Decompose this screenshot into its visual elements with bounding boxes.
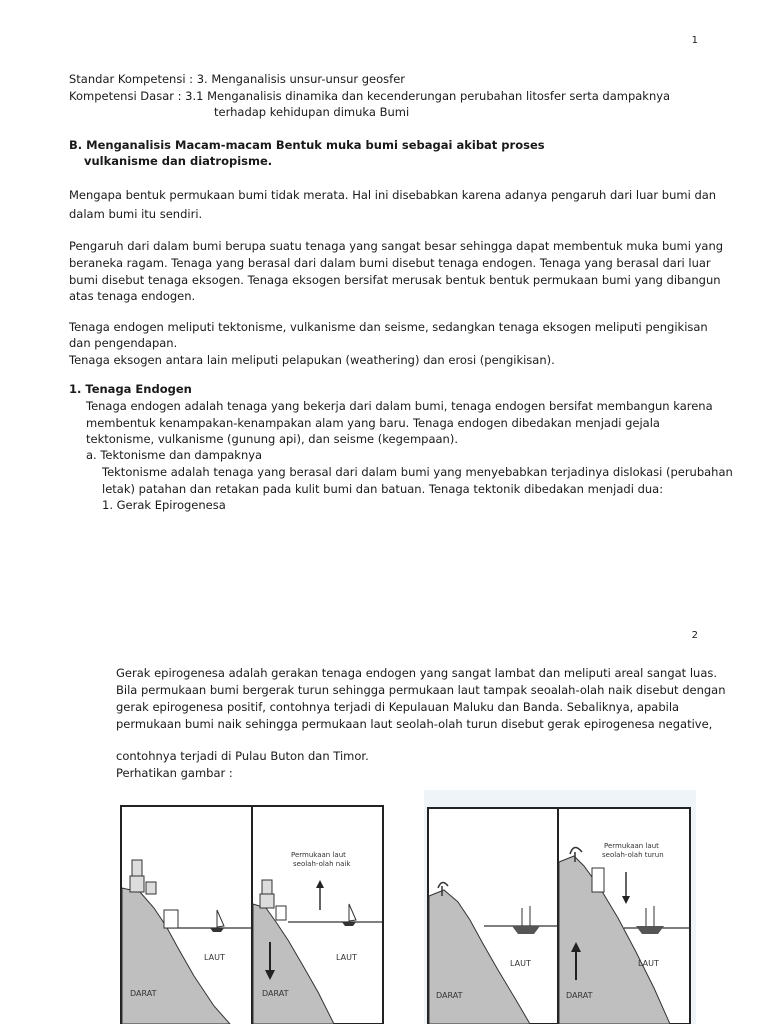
figure-left-darat-2: DARAT <box>262 989 289 998</box>
figure-right-laut-1: LAUT <box>510 959 531 968</box>
kompetensi-dasar-cont: terhadap kehidupan dimuka Bumi <box>214 105 410 119</box>
perhatikan-gambar: Perhatikan gambar : <box>116 766 233 780</box>
section-title-cont: vulkanisme dan diatropisme. <box>84 154 273 168</box>
tektonisme-text: Tektonisme adalah tenaga yang berasal dari dalam bumi yang menyebabkan terjadinya dislokasi (perubahan <box>102 465 733 479</box>
kompetensi-dasar: Kompetensi Dasar : 3.1 Menganalisis dinamika dan kecenderungan perubahan litosfer serta dampaknya <box>69 89 671 103</box>
standar-kompetensi: Standar Kompetensi : 3. Menganalisis unsur-unsur geosfer <box>69 72 406 86</box>
epirogenesa-text: Gerak epirogenesa adalah gerakan tenaga endogen yang sangat lambat dan meliputi areal sangat luas. <box>116 666 718 680</box>
tektonisme-text-l2: letak) patahan dan retakan pada kulit bumi dan batuan. Tenaga tektonik dibedakan menjadi dua: <box>102 482 664 496</box>
figure-right-caption-1: Permukaan laut <box>604 842 659 850</box>
paragraph-2-l4: atas tenaga endogen. <box>69 289 196 303</box>
epirogenesa-text-l4: permukaan bumi naik sehingga permukaan laut seolah-olah turun disebut gerak epirogenesa negative, <box>116 717 713 731</box>
figure-left-caption-1: Permukaan laut <box>291 851 346 859</box>
figure-epirogenesa-positif <box>118 800 386 1024</box>
figure-right-illustration <box>424 790 696 1024</box>
endogen-text-l3: tektonisme, vulkanisme (gunung api), dan seisme (kegempaan). <box>86 432 458 446</box>
epirogenesa-text-l5: contohnya terjadi di Pulau Buton dan Timor. <box>116 749 369 763</box>
figure-left-caption-2: seolah-olah naik <box>293 860 351 868</box>
page-number: 1 <box>691 35 698 46</box>
paragraph-1: Mengapa bentuk permukaan bumi tidak merata. Hal ini disebabkan karena adanya pengaruh dari luar bumi dan <box>69 188 717 202</box>
page-number-2: 2 <box>691 630 698 641</box>
list-item-epirogenesa: 1. Gerak Epirogenesa <box>102 498 226 512</box>
paragraph-2-l3: bumi disebut tenaga eksogen. Tenaga eksogen bersifat merusak bentuk bentuk permukaan bumi yang dibangun <box>69 273 721 287</box>
paragraph-1-cont: dalam bumi itu sendiri. <box>69 207 203 221</box>
epirogenesa-text-l2: Bila permukaan bumi bergerak turun sehingga permukaan laut tampak seoalah-olah naik disebut dengan <box>116 683 726 697</box>
paragraph-2: Pengaruh dari dalam bumi berupa suatu tenaga yang sangat besar sehingga dapat membentuk muka bumi yang <box>69 239 724 253</box>
figure-left-laut-1: LAUT <box>204 953 225 962</box>
endogen-text-l2: membentuk kenampakan-kenampakan alam yang baru. Tenaga endogen dibedakan menjadi gejala <box>86 416 660 430</box>
paragraph-2-l2: beraneka ragam. Tenaga yang berasal dari dalam bumi disebut tenaga endogen. Tenaga yang berasal dari luar <box>69 256 711 270</box>
epirogenesa-text-l3: gerak epirogenesa positif, contohnya terjadi di Kepulauan Maluku dan Banda. Sebaliknya, apabila <box>116 700 680 714</box>
figure-right-caption-2: seolah-olah turun <box>602 851 664 859</box>
figure-left-laut-2: LAUT <box>336 953 357 962</box>
figure-right-darat-1: DARAT <box>436 991 463 1000</box>
figure-left-darat-1: DARAT <box>130 989 157 998</box>
paragraph-3-l3: Tenaga eksogen antara lain meliputi pelapukan (weathering) dan erosi (pengikisan). <box>69 353 555 367</box>
subheading-tektonisme: a. Tektonisme dan dampaknya <box>86 448 263 462</box>
figure-right-darat-2: DARAT <box>566 991 593 1000</box>
endogen-text: Tenaga endogen adalah tenaga yang bekerja dari dalam bumi, tenaga endogen bersifat membangun karena <box>86 399 713 413</box>
section-title: B. Menganalisis Macam-macam Bentuk muka bumi sebagai akibat proses <box>69 138 545 152</box>
paragraph-3-l2: dan pengendapan. <box>69 336 178 350</box>
heading-tenaga-endogen: 1. Tenaga Endogen <box>69 382 192 396</box>
figure-epirogenesa-negatif <box>424 790 696 1024</box>
paragraph-3: Tenaga endogen meliputi tektonisme, vulkanisme dan seisme, sedangkan tenaga eksogen meliputi pengikisan <box>69 320 708 334</box>
figure-right-laut-2: LAUT <box>638 959 659 968</box>
figure-left-illustration <box>118 800 386 1024</box>
